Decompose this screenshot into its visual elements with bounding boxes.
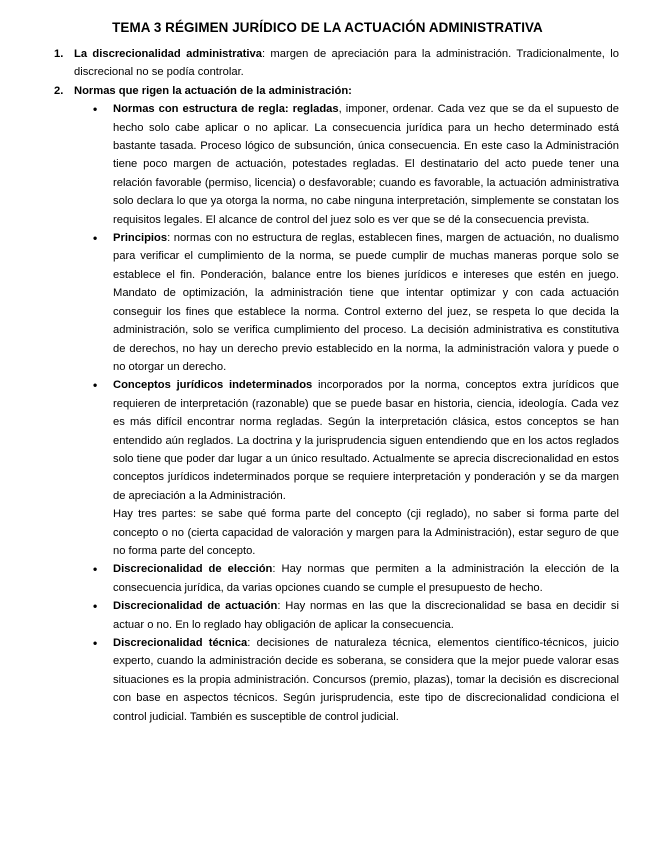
bullet-icon: • — [93, 636, 98, 650]
bullet-heading: Conceptos jurídicos indeterminados — [113, 379, 313, 392]
bullet-heading: Discrecionalidad de elección — [113, 563, 273, 576]
bullet-text: , imponer, ordenar. Cada vez que se da el supuesto de hecho solo cabe aplicar o no aplicar. La consecuencia jurídica para un hecho determinado está bastante tasada. Proceso lógico de subsunción, única consecuencia. En este caso la Administración tiene poco margen de actuación, potestades regladas. El destinatario del acto puede tener una relación favorable (permiso, licencia) o desfavorable; cuando es favorable, la actuación administrativa solo declara lo que ya otorga la norma, no cabe ninguna interpretación, simplemente se constatan los requisitos legales. El alcance de control del juez solo es ver que se dé la consecuencia prevista. — [113, 103, 620, 226]
bullet-icon: • — [93, 231, 98, 246]
numbered-item-2 — [54, 82, 620, 726]
bullet-text: incorporados por la norma, conceptos extra jurídicos que requieren de interpretación (razonable) que se puede basar en historia, ciencia, ideología. Cada vez es más difícil encontrar norma regladas. Según la interpretación clásica, estos conceptos se han entendido aún reglados. La doctrina y la jurisprudencia siguen entendiendo que en los actos reglados solo tiene que poder dar lugar a un único resultado. Actualmente se aprecia discrecionalidad en estos conceptos jurídicos indeterminados porque se requiere interpretación y ponderación y se da margen de apreciación a la Administración. — [113, 379, 620, 502]
bullet-icon: • — [93, 562, 98, 577]
bullet-heading: Principios — [113, 232, 168, 245]
bullet-heading: Discrecionalidad de actuación — [113, 600, 278, 613]
bullet-item-eleccion — [93, 560, 620, 597]
item-number: 1. — [54, 48, 64, 60]
bullet-icon: • — [93, 599, 98, 614]
item-number: 2. — [54, 84, 64, 97]
bullet-text: : Hay normas en las que la discrecionalidad se basa en decidir si actuar o no. En lo reglado hay obligación de aplicar la consecuencia. — [113, 600, 619, 631]
bullet-text: : decisiones de naturaleza técnica, elementos científico-técnicos, juicio experto, cuando la administración decide es soberana, se considera que la mejor puede valorar esas situaciones es la propia administración. Concursos (premio, plazas), tomar la decisión es discrecional con base en aspectos técnicos. Según jurisprudencia, este tipo de discrecionalidad condiciona el control judicial. También es susceptible de control judicial. — [113, 637, 620, 723]
bullet-text: : normas con no estructura de reglas, establecen fines, margen de actuación, no dualismo para verificar el cumplimiento de la norma, se puede cumplir de muchas maneras porque solo se establece el fin. Ponderación, balance entre los bienes jurídicos e intereses que estén en juego. Mandato de optimización, la administración tiene que intentar optimizar y con cada actuación conseguir los fines que establece la norma. Control externo del juez, se respeta lo que decida la administración, solo se verifica cumplimiento del proceso. La decisión administrativa es constitutiva de derechos, no hay un derecho previo establecido en la norma, la administración valora y puede o no otorgar un derecho. — [113, 232, 619, 373]
bullet-item-tecnica — [93, 634, 620, 726]
item-heading: La discrecionalidad administrativa — [74, 48, 262, 60]
bullet-item-principios — [93, 229, 619, 376]
bullet-icon: • — [93, 102, 98, 117]
item-heading: Normas que rigen la actuación de la administración: — [74, 84, 352, 97]
numbered-item-1 — [54, 45, 619, 82]
bullet-heading: Discrecionalidad técnica — [113, 637, 248, 649]
page-title: TEMA 3 RÉGIMEN JURÍDICO DE LA ACTUACIÓN ADMINISTRATIVA — [112, 20, 543, 35]
bullet-extra-paragraph: Hay tres partes: se sabe qué forma parte del concepto (cji reglado), no saber si forma parte del concepto o no (cierta capacidad de valoración y margen para la Administración), estar seguro de que no forma parte del concepto. — [113, 508, 619, 557]
bullet-list — [74, 100, 619, 726]
bullet-item-regladas — [93, 100, 620, 229]
item-text: : margen de apreciación para la administración. Tradicionalmente, lo discrecional no se podía controlar. — [74, 48, 619, 79]
numbered-list — [54, 45, 620, 726]
bullet-item-conceptos — [93, 376, 620, 560]
bullet-text: : Hay normas que permiten a la administración la elección de la consecuencia jurídica, da varias opciones cuando se cumple el presupuesto de hecho. — [113, 563, 620, 594]
bullet-icon: • — [93, 378, 98, 393]
bullet-item-actuacion — [93, 597, 619, 634]
bullet-heading: Normas con estructura de regla: regladas — [113, 103, 339, 116]
